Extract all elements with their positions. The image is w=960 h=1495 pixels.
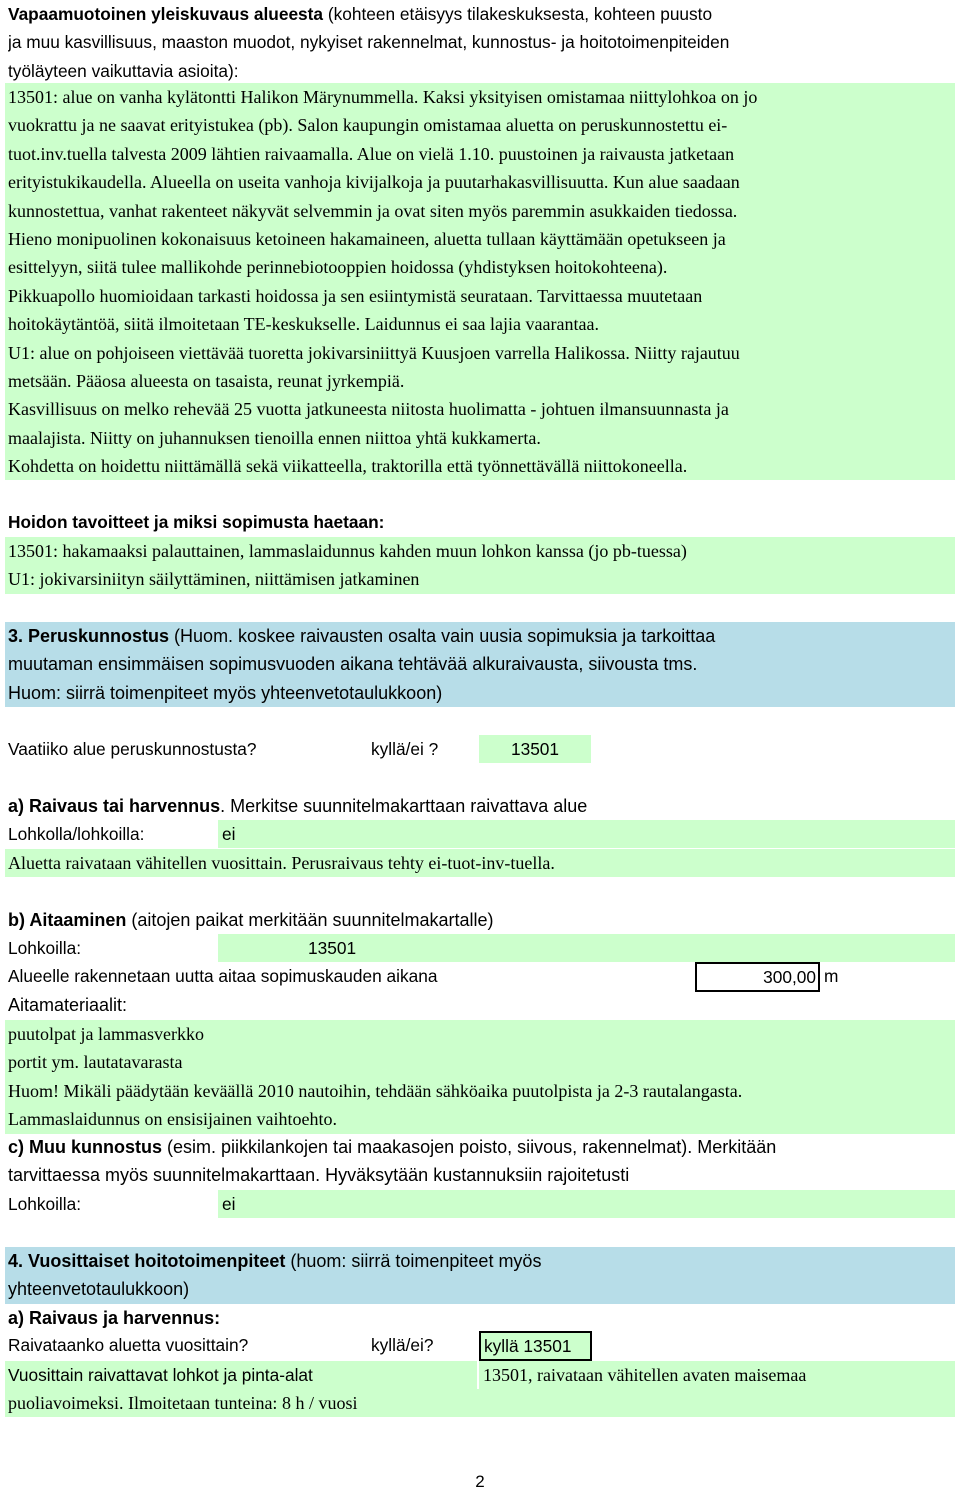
muu-kunnostus-heading-rest: (esim. piikkilankojen tai maakasojen poisto, siivous, rakennelmat). Merkitään: [162, 1137, 777, 1157]
vuosittainen-question-row: [5, 1331, 955, 1361]
aitaaminen-heading: [5, 906, 955, 934]
aitamateriaalit-content: [5, 1020, 955, 1134]
overview-line: metsään. Pääosa alueesta on tasaista, reunat jyrkempiä.: [8, 370, 405, 391]
vuosittainen-raivaus-heading-bold: a) Raivaus ja harvennus:: [8, 1308, 221, 1328]
overview-heading-line-2: ja muu kasvillisuus, maaston muodot, nykyiset rakennelmat, kunnostus- ja hoitotoimenpiteiden: [8, 32, 730, 53]
muu-kunnostus-heading-bold: c) Muu kunnostus: [8, 1137, 162, 1157]
aitaaminen-lohko-field[interactable]: 13501: [218, 934, 955, 962]
muu-kunnostus-line-2: tarvittaessa myös suunnitelmakarttaan. Hyväksytään kustannuksiin rajoitetusti: [8, 1165, 630, 1186]
muu-kunnostus-line-1: [8, 1133, 955, 1161]
overview-line: maalajista. Niitty on juhannuksen tienoilla ennen niittoa yhtä kukkamerta.: [8, 427, 541, 448]
muu-kunnostus-lohko-label: Lohkoilla:: [8, 1194, 82, 1214]
vuosittain-lohkot-line-2: puoliavoimeksi. Ilmoitetaan tunteina: 8 h / vuosi: [8, 1393, 358, 1413]
peruskunnostus-question-row: [5, 735, 955, 764]
goals-line: 13501: hakamaaksi palauttainen, lammaslaidunnus kahden muun lohkon kanssa (jo pb-tuessa): [8, 541, 687, 561]
peruskunnostus-question-label: Vaatiiko alue peruskunnostusta?: [8, 739, 257, 759]
overview-heading-block: [5, 0, 955, 85]
goals-line: U1: jokivarsiniityn säilyttäminen, niittämisen jatkaminen: [8, 569, 420, 590]
section3-heading: [5, 622, 955, 707]
overview-line: tuot.inv.tuella talvesta 2009 lähtien raivaamalla. Alue on vielä 1.10. puustoinen ja raivausta jatketaan: [8, 143, 735, 164]
overview-line: Pikkuapollo huomioidaan tarkasti hoidossa ja sen esiintymistä seurataan. Tarvittaessa muutetaan: [8, 285, 703, 306]
goals-heading: [5, 508, 955, 536]
muu-kunnostus-heading: [5, 1133, 955, 1190]
aitaaminen-fence-field[interactable]: 300,00: [695, 962, 820, 992]
aitaaminen-heading-bold: b) Aitaaminen: [8, 910, 127, 930]
aitaaminen-fence-unit: m: [824, 966, 839, 986]
section3-heading-rest: (Huom. koskee raivausten osalta vain uusia sopimuksia ja tarkoittaa: [169, 626, 716, 646]
overview-line: Kohdetta on hoidettu niittämällä sekä viikatteella, traktorilla että työnnettävällä niittokoneella.: [8, 456, 688, 477]
aitaaminen-heading-rest: (aitojen paikat merkitään suunnitelmakartalle): [126, 910, 494, 930]
vuosittain-lohkot-row: [5, 1361, 955, 1389]
raivaus-lohko-row: [5, 820, 955, 848]
raivaus-note: [5, 849, 955, 877]
overview-heading-rest: (kohteen etäisyys tilakeskuksesta, kohteen puusto: [323, 4, 713, 24]
section3-heading-line-1: [8, 622, 955, 650]
raivaus-note-text: Aluetta raivataan vähitellen vuosittain. Perusraivaus tehty ei-tuot-inv-tuella.: [8, 853, 555, 873]
peruskunnostus-choice-label: kyllä/ei ?: [371, 739, 439, 759]
section4-heading-bold: 4. Vuosittaiset hoitotoimenpiteet: [8, 1251, 286, 1271]
overview-heading-line-1: [8, 0, 955, 28]
aitamateriaalit-line: puutolpat ja lammasverkko: [8, 1024, 204, 1044]
vuosittain-lohkot-label: Vuosittain raivattavat lohkot ja pinta-alat: [5, 1361, 477, 1389]
overview-description: [5, 83, 955, 480]
section3-heading-line-2: muutaman ensimmäisen sopimusvuoden aikana tehtävää alkuraivausta, siivousta tms.: [8, 654, 698, 675]
aitamateriaalit-label-row: [5, 991, 955, 1019]
peruskunnostus-answer-field[interactable]: 13501: [479, 735, 591, 763]
vuosittainen-answer-field[interactable]: kyllä 13501: [479, 1331, 592, 1361]
goals-heading-text: [8, 508, 955, 536]
overview-line: kunnostettua, vanhat rakenteet näkyvät selvemmin ja ovat siten myös paremmin asukkaiden tiedossa.: [8, 200, 738, 221]
goals-content: [5, 537, 955, 594]
aitaaminen-heading-text: [8, 906, 955, 934]
vuosittainen-choice-label: kyllä/ei?: [371, 1335, 434, 1355]
vuosittainen-raivaus-heading: [5, 1304, 955, 1332]
aitamateriaalit-label: Aitamateriaalit:: [8, 995, 128, 1015]
section4-heading: [5, 1247, 955, 1304]
goals-heading-bold: Hoidon tavoitteet ja miksi sopimusta haetaan:: [8, 512, 385, 532]
section3-heading-line-3: Huom: siirrä toimenpiteet myös yhteenvetotaulukkoon): [8, 682, 443, 703]
aitamateriaalit-line: Huom! Mikäli päädytään keväällä 2010 nautoihin, tehdään sähköaika puutolpista ja 2-3 rautalangasta.: [8, 1080, 743, 1101]
vuosittain-lohkot-field[interactable]: 13501, raivataan vähitellen avaten maisemaa: [479, 1361, 955, 1389]
aitamateriaalit-line: portit ym. lautatavarasta: [8, 1052, 183, 1073]
overview-line: 13501: alue on vanha kylätontti Halikon Märynummella. Kaksi yksityisen omistamaa niittylohkoa on jo: [8, 87, 758, 107]
vuosittainen-question-label: Raivataanko aluetta vuosittain?: [8, 1335, 249, 1355]
section4-heading-line-1: [8, 1247, 955, 1275]
overview-line: vuokrattu ja ne saavat erityistukea (pb). Salon kaupungin omistamaa aluetta on peruskunnostettu ei-: [8, 115, 728, 136]
raivaus-heading-bold: a) Raivaus tai harvennus: [8, 796, 221, 816]
overview-line: erityistukikaudella. Alueella on useita vanhoja kivijalkoja ja puutarhakasvillisuutta. Kun alue saadaan: [8, 172, 740, 193]
overview-line: Kasvillisuus on melko rehevää 25 vuotta jatkuneesta niitosta huolimatta - johtuen ilmansuunnasta ja: [8, 399, 729, 420]
raivaus-lohko-field[interactable]: ei: [218, 820, 955, 848]
section4-heading-line-2: yhteenvetotaulukkoon): [8, 1279, 190, 1300]
raivaus-heading-text: [8, 792, 955, 820]
overview-heading-line-3: työläyteen vaikuttavia asioita):: [8, 60, 239, 81]
overview-heading-bold: Vapaamuotoinen yleiskuvaus alueesta: [8, 4, 324, 24]
section4-heading-rest: (huom: siirrä toimenpiteet myös: [285, 1251, 542, 1271]
raivaus-heading-rest: . Merkitse suunnitelmakarttaan raivattava alue: [220, 796, 588, 816]
vuosittain-lohkot-continued: [5, 1389, 955, 1417]
overview-line: esittelyyn, siitä tulee mallikohde perinnebiotooppien hoidossa (yhdistyksen hoitokohteena).: [8, 257, 668, 278]
overview-line: Hieno monipuolinen kokonaisuus ketoineen hakamaineen, aluetta tullaan käyttämään opetukseen ja: [8, 228, 726, 249]
aitaaminen-lohko-label: Lohkoilla:: [8, 938, 82, 958]
overview-line: hoitokäytäntöä, siitä ilmoitetaan TE-keskukselle. Laidunnus ei saa lajia vaarantaa.: [8, 314, 599, 335]
aitamateriaalit-line: Lammaslaidunnus on ensisijainen vaihtoehto.: [8, 1109, 337, 1130]
raivaus-heading: [5, 792, 955, 820]
muu-kunnostus-lohko-field[interactable]: ei: [218, 1190, 955, 1218]
raivaus-lohko-label: Lohkolla/lohkoilla:: [8, 824, 145, 844]
muu-kunnostus-lohko-row: [5, 1190, 955, 1218]
vuosittainen-raivaus-heading-text: [8, 1304, 955, 1332]
aitaaminen-fence-row: [5, 962, 955, 992]
aitaaminen-lohko-row: [5, 934, 955, 962]
overview-line: U1: alue on pohjoiseen viettävää tuoretta jokivarsiniittyä Kuusjoen varrella Halikossa. Niitty rajautuu: [8, 342, 740, 363]
page-number: 2: [475, 1472, 485, 1491]
aitaaminen-fence-label: Alueelle rakennetaan uutta aitaa sopimuskauden aikana: [8, 966, 438, 986]
section3-heading-bold: 3. Peruskunnostus: [8, 626, 170, 646]
